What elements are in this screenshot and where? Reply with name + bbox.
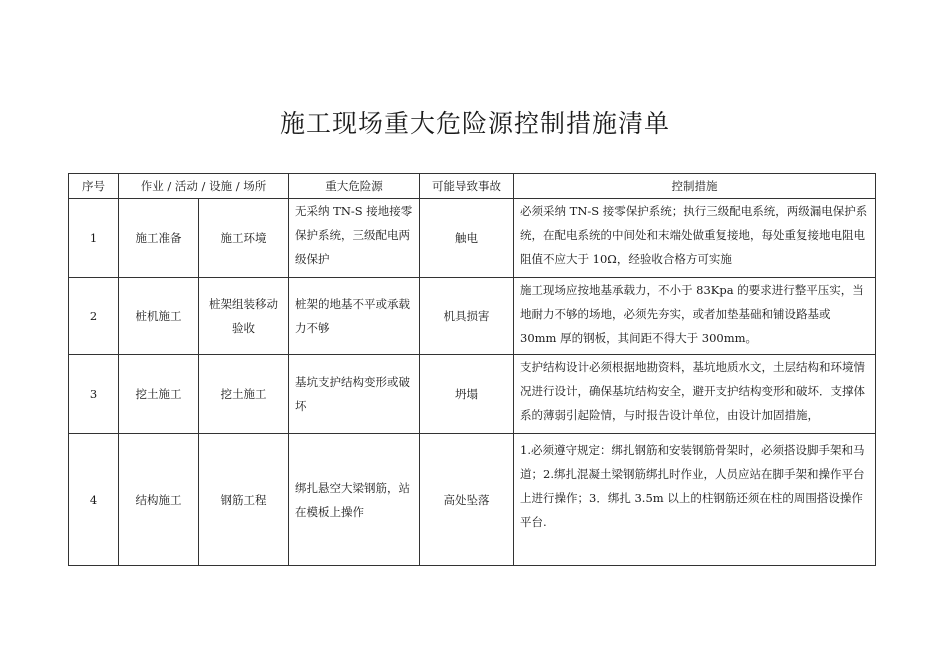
row-hazard: 基坑支护结构变形或破坏 [289, 355, 420, 434]
table-row [69, 434, 876, 566]
row-facility: 桩架组装移动验收 [199, 278, 289, 355]
hazard-control-table [68, 173, 876, 566]
row-index: 1 [69, 199, 119, 278]
row-hazard: 无采纳 TN-S 接地接零保护系统，三级配电两级保护 [289, 199, 420, 278]
row-control: 支护结构设计必须根据地勘资料，基坑地质水文，土层结构和环境情况进行设计，确保基坑结构安全，避开支护结构变形和破坏．支撑体系的薄弱引起险情，与时报告设计单位，由设计加固措施， [514, 355, 876, 434]
row-hazard: 桩架的地基不平或承载力不够 [289, 278, 420, 355]
row-control: 施工现场应按地基承载力，不小于 83Kpa 的要求进行整平压实，当地耐力不够的场地，必须先夯实，或者加垫基础和铺设路基或 30mm 厚的钢板，其间距不得大于 300mm。 [514, 278, 876, 355]
row-index: 4 [69, 434, 119, 566]
table-row [69, 355, 876, 434]
header-control: 控制措施 [514, 174, 876, 199]
row-activity: 结构施工 [119, 434, 199, 566]
row-accident: 机具损害 [420, 278, 514, 355]
header-hazard: 重大危险源 [289, 174, 420, 199]
row-activity: 挖土施工 [119, 355, 199, 434]
header-index: 序号 [69, 174, 119, 199]
table-row [69, 278, 876, 355]
table-row [69, 199, 876, 278]
page-title: 施工现场重大危险源控制措施清单 [279, 109, 670, 138]
row-index: 2 [69, 278, 119, 355]
row-index: 3 [69, 355, 119, 434]
row-control: 1.必须遵守规定：绑扎钢筋和安装钢筋骨架时，必须搭设脚手架和马道；2.绑扎混凝土梁钢筋绑扎时作业，人员应站在脚手架和操作平台上进行操作；3．绑扎 3.5m 以上的柱钢筋还须在柱的周围搭设操作平台. [514, 434, 876, 566]
row-control: 必须采纳 TN-S 接零保护系统；执行三级配电系统，两级漏电保护系统，在配电系统的中间处和末端处做重复接地，每处重复接地电阻电阻值不应大于 10Ω，经验收合格方可实施 [514, 199, 876, 278]
row-facility: 施工环境 [199, 199, 289, 278]
row-facility: 钢筋工程 [199, 434, 289, 566]
row-hazard: 绑扎悬空大梁钢筋，站在模板上操作 [289, 434, 420, 566]
header-activity: 作业 / 活动 / 设施 / 场所 [119, 174, 289, 199]
row-activity: 桩机施工 [119, 278, 199, 355]
table-header-row [69, 174, 876, 199]
row-accident: 坍塌 [420, 355, 514, 434]
row-activity: 施工准备 [119, 199, 199, 278]
row-accident: 触电 [420, 199, 514, 278]
row-accident: 高处坠落 [420, 434, 514, 566]
header-accident: 可能导致事故 [420, 174, 514, 199]
row-facility: 挖土施工 [199, 355, 289, 434]
